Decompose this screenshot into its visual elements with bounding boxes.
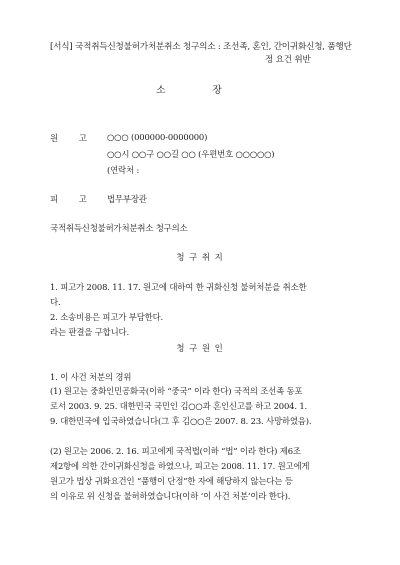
claim-cause-para2-line2: 제2항에 의한 간이귀화신청을 하였으나, 피고는 2008. 11. 17. 원고에게 [50, 461, 310, 471]
plaintiff-contact: (연락처 : [107, 165, 140, 175]
claim-purpose-closing: 라는 판결을 구합니다. [50, 327, 129, 337]
claim-purpose-item1-line1: 1. 피고가 2008. 11. 17. 원고에 대하여 한 귀화신청 불허처분을 취소한 [50, 282, 307, 292]
form-header-line1: [서식] 국적취득신청불허가처분취소 청구의소 : 조선족, 혼인, 간이귀화신청, 품행단 [50, 42, 352, 52]
plaintiff-address: ○○시 ○○구 ○○길 ○○ (우편번호 ○○○○○) [107, 149, 275, 159]
form-header-line2: 정 요건 위반 [265, 55, 311, 65]
claim-cause-heading: 청 구 원 인 [176, 343, 224, 353]
claim-cause-para2-line1: (2) 원고는 2006. 2. 16. 피고에게 국적법(이하 “법” 이라 한다) 제6조 [50, 446, 301, 456]
document-title: 소 장 [156, 85, 244, 96]
plaintiff-name-id: ○○○ (000000-0000000) [107, 132, 208, 142]
plaintiff-label: 원 고 [50, 133, 96, 143]
case-name: 국적취득신청불허가처분취소 청구의소 [50, 223, 188, 233]
claim-cause-section1: 1. 이 사건 처분의 경위 [50, 372, 132, 382]
claim-cause-para2-line4: 의 이유로 위 신청을 불허하였습니다(이하 ‘이 사건 처분’이라 한다). [50, 491, 291, 501]
claim-cause-para1-line2: 로서 2003. 9. 25. 대한민국 국민인 김○○과 혼인신고를 하고 2004. 1. [50, 401, 308, 411]
defendant-name: 법무부장관 [107, 194, 147, 204]
claim-purpose-heading: 청 구 취 지 [176, 252, 224, 262]
defendant-label: 피 고 [50, 194, 96, 204]
claim-purpose-item1-line2: 다. [50, 297, 61, 307]
claim-cause-para1-line1: (1) 원고는 중화인민공화국(이하 “중국” 이라 한다) 국적의 조선족 동포 [50, 386, 303, 396]
claim-purpose-item2: 2. 소송비용은 피고가 부담한다. [50, 312, 164, 322]
claim-cause-para1-line3: 9. 대한민국에 입국하였습니다(그 후 김○○은 2007. 8. 23. 사망하였음). [50, 416, 312, 426]
claim-cause-para2-line3: 원고가 법상 귀화요건인 “품행이 단정”한 자에 해당하지 않는다는 등 [50, 476, 293, 486]
